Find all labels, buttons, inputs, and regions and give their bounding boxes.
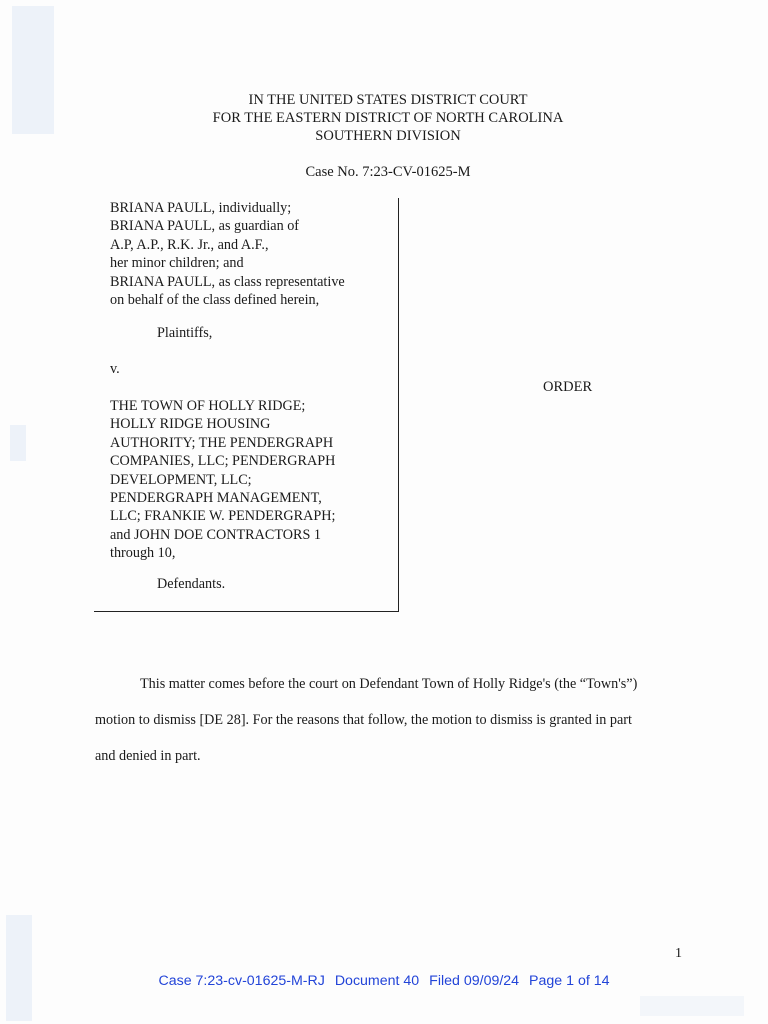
body-paragraph: [95, 666, 695, 774]
party-line: A.P, A.P., R.K. Jr., and A.F.,: [110, 236, 269, 253]
body-line: [95, 666, 695, 702]
plaintiffs-label: Plaintiffs,: [157, 325, 213, 341]
party-line: on behalf of the class defined herein,: [110, 292, 320, 309]
footer-filed: Filed 09/09/24: [429, 973, 520, 989]
court-heading: [0, 91, 768, 145]
page-number: 1: [675, 946, 682, 961]
body-line: motion to dismiss [DE 28]. For the reasons that follow, the motion to dismiss is granted in part: [95, 712, 632, 728]
plaintiffs-block: [110, 199, 345, 309]
party-line: through 10,: [110, 545, 176, 562]
party-line: BRIANA PAULL, individually;: [110, 200, 292, 216]
party-line: AUTHORITY; THE PENDERGRAPH: [110, 434, 334, 451]
party-line: DEVELOPMENT, LLC;: [110, 471, 252, 488]
party-line: LLC; FRANKIE W. PENDERGRAPH;: [110, 508, 336, 525]
body-line-text: This matter comes before the court on Defendant Town of Holly Ridge's (the “Town's”): [140, 676, 638, 692]
defendants-label: Defendants.: [157, 576, 226, 592]
footer-page: Page 1 of 14: [529, 973, 610, 989]
footer-case: Case 7:23-cv-01625-M-RJ: [158, 973, 325, 989]
versus-label: v.: [110, 361, 120, 377]
case-number: Case No. 7:23-CV-01625-M: [305, 164, 471, 180]
court-heading-line: SOUTHERN DIVISION: [315, 128, 461, 144]
party-line: HOLLY RIDGE HOUSING: [110, 416, 271, 433]
party-line: BRIANA PAULL, as class representative: [110, 273, 345, 290]
court-heading-line: IN THE UNITED STATES DISTRICT COURT: [248, 92, 528, 108]
party-line: BRIANA PAULL, as guardian of: [110, 218, 300, 235]
party-line: and JOHN DOE CONTRACTORS 1: [110, 526, 321, 543]
defendants-block: [110, 397, 335, 563]
court-heading-line: FOR THE EASTERN DISTRICT OF NORTH CAROLINA: [212, 110, 564, 126]
party-line: THE TOWN OF HOLLY RIDGE;: [110, 398, 306, 414]
order-title: ORDER: [543, 379, 593, 395]
footer-document: Document 40: [334, 973, 420, 989]
scan-artifact: [640, 996, 744, 1016]
party-line: PENDERGRAPH MANAGEMENT,: [110, 490, 322, 507]
scan-artifact: [10, 425, 26, 461]
party-line: COMPANIES, LLC; PENDERGRAPH: [110, 453, 336, 470]
scan-artifact: [6, 915, 32, 1021]
party-line: her minor children; and: [110, 255, 244, 272]
body-line: and denied in part.: [95, 748, 201, 764]
filing-footer: [0, 973, 768, 989]
